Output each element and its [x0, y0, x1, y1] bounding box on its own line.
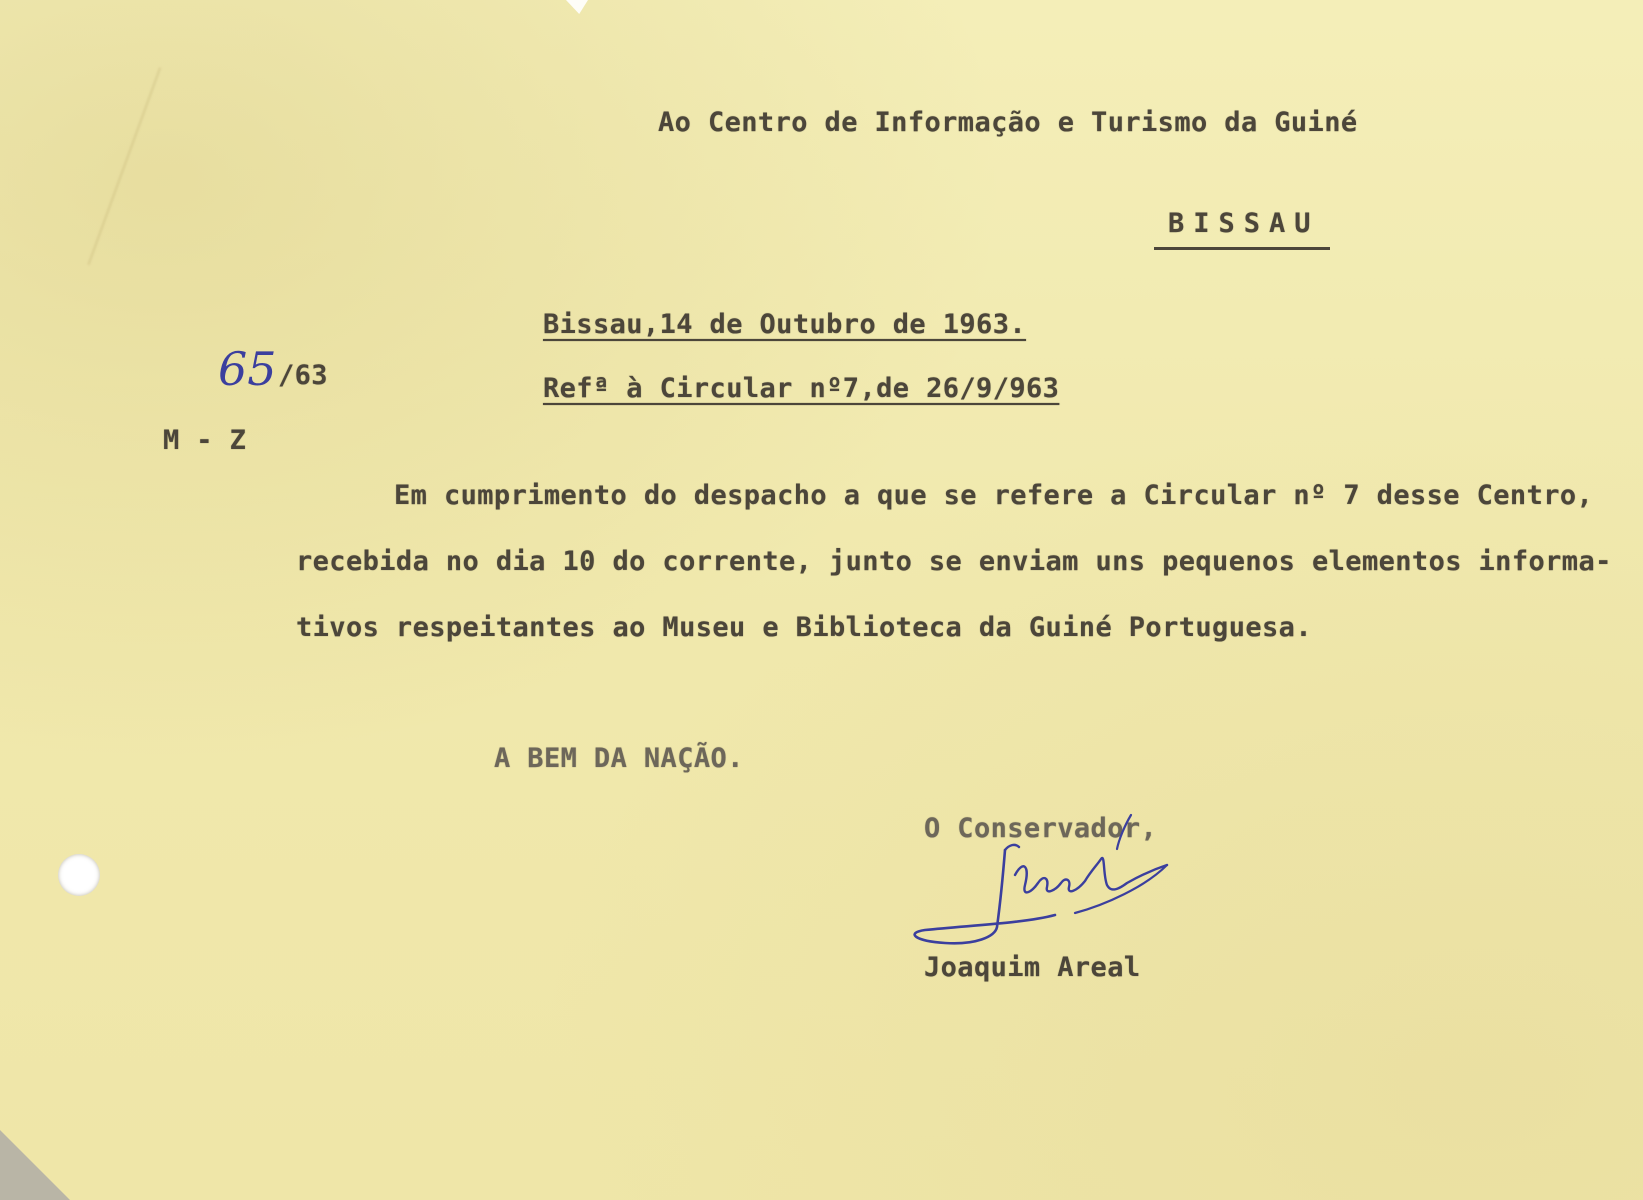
- punch-hole: [58, 854, 100, 896]
- file-number-handwritten: 65: [218, 342, 277, 396]
- city-heading: [1154, 208, 1330, 239]
- paper-crease: [87, 67, 264, 303]
- closing-salutation: A BEM DA NAÇÃO.: [494, 743, 744, 774]
- body-line-3: tivos respeitantes ao Museu e Biblioteca da Guiné Portuguesa.: [296, 612, 1312, 643]
- initials: M - Z: [163, 425, 247, 456]
- body-line-1: Em cumprimento do despacho a que se refere a Circular nº 7 desse Centro,: [394, 480, 1594, 511]
- folded-corner: [0, 1130, 70, 1200]
- signer-name: Joaquim Areal: [924, 952, 1141, 983]
- body-line-2: recebida no dia 10 do corrente, junto se enviam uns pequenos elementos informa-: [296, 546, 1612, 577]
- paper-tear: [566, 0, 588, 14]
- letter-reference: Refª à Circular nº7,de 26/9/963: [543, 373, 1060, 404]
- file-number-typed: /63: [278, 360, 328, 391]
- recipient-line: Ao Centro de Informação e Turismo da Guiné: [658, 107, 1358, 138]
- signer-title: O Conservador,: [924, 813, 1158, 844]
- city-heading-text: BISSAU: [1154, 208, 1330, 250]
- handwritten-signature: [905, 805, 1205, 950]
- letter-date: Bissau,14 de Outubro de 1963.: [543, 309, 1027, 340]
